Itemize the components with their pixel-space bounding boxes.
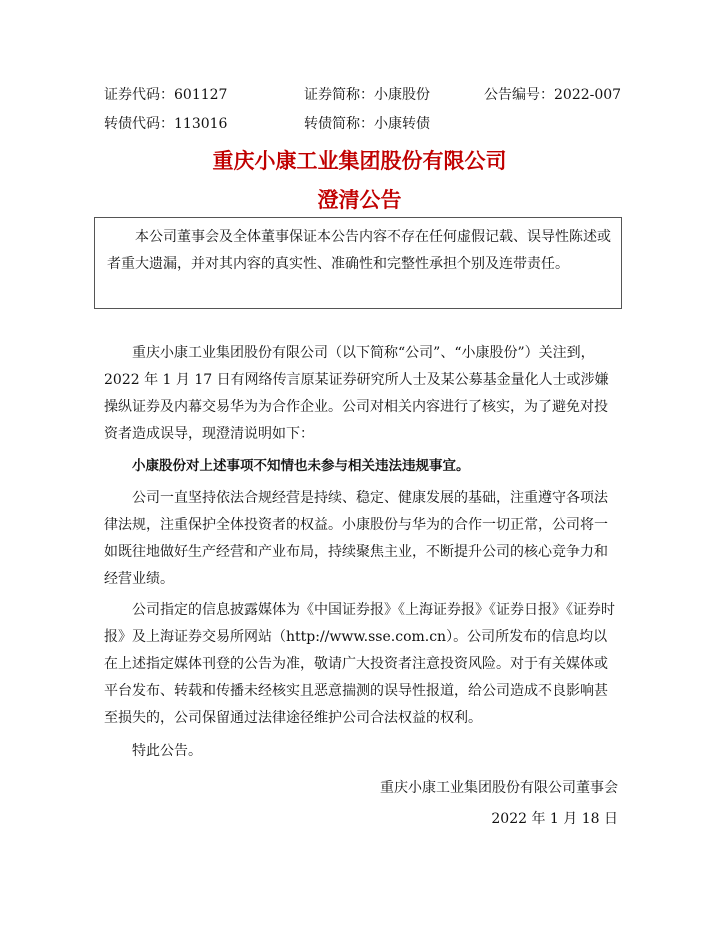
document-title: 澄清公告 — [317, 188, 402, 212]
body-paragraph-closing: 特此公告。 — [132, 743, 202, 759]
body-paragraph-intro: 重庆小康工业集团股份有限公司（以下简称“公司”、“小康股份”）关注到，2022 年 1 月 17 日有网络传言原某证券研究所人士及某公募基金量化人士或涉嫌操纵证券及内幕交易华为为合作企业。公司对相关内容进行了核实，为了避免对投资者造成误导，现澄清说明如下： — [104, 345, 609, 442]
board-statement-box — [94, 217, 622, 309]
company-title: 重庆小康工业集团股份有限公司 — [212, 149, 507, 173]
bond-abbreviation: 转债简称：小康转债 — [304, 116, 430, 132]
bond-code: 转债代码：113016 — [104, 116, 228, 132]
stock-code: 证券代码：601127 — [104, 87, 228, 103]
body-paragraph-compliance: 公司一直坚持依法合规经营是持续、稳定、健康发展的基础，注重遵守各项法律法规，注重保护全体投资者的权益。小康股份与华为的合作一切正常，公司将一如既往地做好生产经营和产业布局，持续聚焦主业，不断提升公司的核心竞争力和经营业绩。 — [104, 490, 608, 587]
body-paragraph-key-statement: 小康股份对上述事项不知情也未参与相关违法违规事宜。 — [132, 458, 470, 474]
signature-org: 重庆小康工业集团股份有限公司董事会 — [380, 780, 618, 796]
signature-date: 2022 年 1 月 18 日 — [491, 811, 618, 827]
board-statement: 本公司董事会及全体董事保证本公告内容不存在任何虚假记载、误导性陈述或者重大遗漏，并对其内容的真实性、准确性和完整性承担个别及连带责任。 — [107, 229, 611, 272]
stock-abbreviation: 证券简称：小康股份 — [304, 87, 430, 103]
notice-number: 公告编号：2022-007 — [484, 87, 622, 103]
body-paragraph-disclosure: 公司指定的信息披露媒体为《中国证券报》《上海证券报》《证券日报》《证券时报》及上海证券交易所网站（http://www.sse.com.cn）。公司所发布的信息均以在上述指定媒体刊登的公告为准，敬请广大投资者注意投资风险。对于有关媒体或平台发布、转载和传播未经核实且恶意揣测的误导性报道，给公司造成不良影响甚至损失的，公司保留通过法律途径维护公司合法权益的权利。 — [104, 602, 615, 726]
